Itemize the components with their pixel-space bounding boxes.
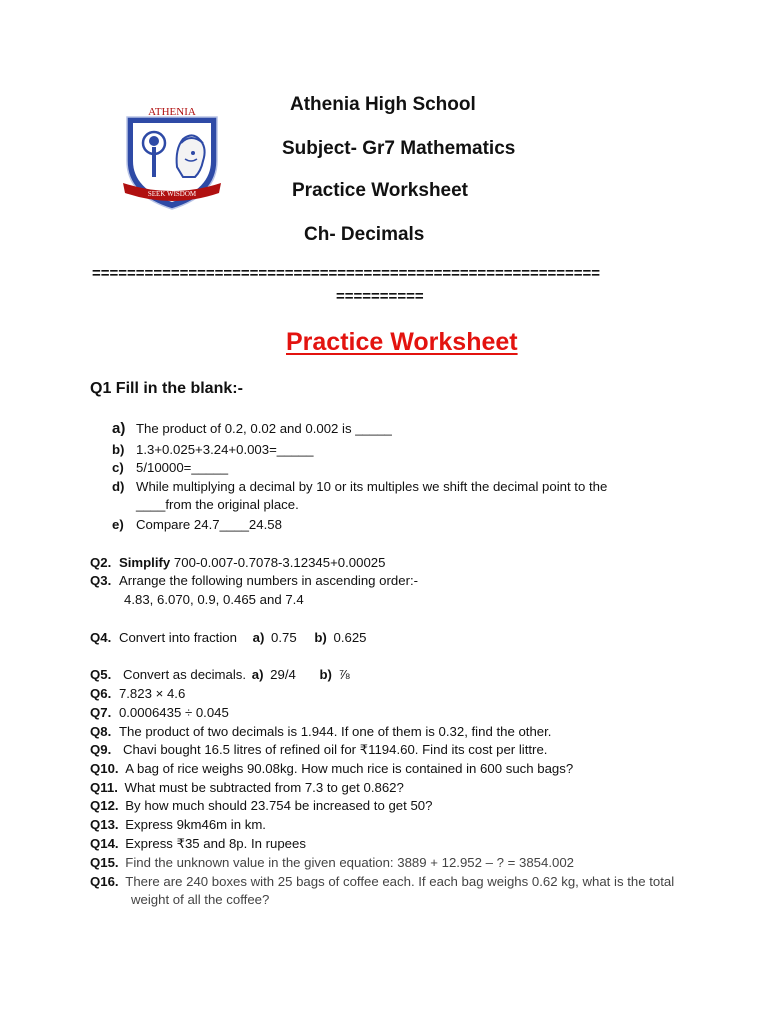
question-number: Q4. bbox=[90, 630, 112, 645]
question-text: 0.0006435 ÷ 0.045 bbox=[118, 705, 229, 720]
q1-item-text: Compare 24.7____24.58 bbox=[136, 517, 282, 532]
q1-heading: Q1 Fill in the blank:- bbox=[90, 380, 243, 397]
question-text: Convert into fraction bbox=[118, 630, 237, 645]
question-3-numbers: 4.83, 6.070, 0.9, 0.465 and 7.4 bbox=[124, 592, 304, 607]
question-4 bbox=[90, 630, 367, 645]
question-2 bbox=[90, 555, 385, 570]
question-text: Express 9km46m in km. bbox=[125, 817, 266, 832]
question-text: What must be subtracted from 7.3 to get 0.862? bbox=[124, 780, 404, 795]
q1-item-text: While multiplying a decimal by 10 or its multiples we shift the decimal point to the bbox=[136, 479, 608, 494]
school-crest-logo bbox=[121, 103, 223, 211]
question-text: There are 240 boxes with 25 bags of coffee each. If each bag weighs 0.62 kg, what is the total bbox=[125, 874, 675, 889]
worksheet-line: Practice Worksheet bbox=[292, 180, 469, 201]
question-number: Q5. bbox=[90, 667, 112, 682]
question-number: Q11. bbox=[90, 780, 118, 795]
option-b-label: b) bbox=[314, 630, 327, 645]
q1-item-e bbox=[112, 517, 282, 532]
q1-item-label: c) bbox=[112, 460, 124, 475]
q1-item-text: 1.3+0.025+3.24+0.003=_____ bbox=[136, 442, 314, 457]
option-a-value: 0.75 bbox=[271, 630, 297, 645]
crest-name: ATHENIA bbox=[148, 106, 196, 118]
question-9 bbox=[90, 742, 547, 758]
option-a-label: a) bbox=[251, 667, 264, 682]
q1-item-label: a) bbox=[112, 420, 126, 437]
question-text: Arrange the following numbers in ascending order:- bbox=[118, 573, 419, 588]
divider-line-1: ========================================================== bbox=[92, 265, 601, 282]
q1-item-a bbox=[112, 420, 392, 437]
question-5 bbox=[90, 667, 350, 682]
chapter-line: Ch- Decimals bbox=[304, 224, 425, 245]
question-12 bbox=[90, 798, 432, 813]
question-number: Q12. bbox=[90, 798, 119, 813]
question-number: Q13. bbox=[90, 817, 119, 832]
q1-item-label: e) bbox=[112, 517, 124, 532]
option-a-value: 29/4 bbox=[270, 667, 296, 682]
school-name: Athenia High School bbox=[290, 94, 476, 115]
question-16-continued: weight of all the coffee? bbox=[131, 892, 270, 907]
crest-motto: SEEK WISDOM bbox=[147, 190, 197, 198]
q1-item-d-continued: ____from the original place. bbox=[136, 497, 299, 512]
question-text: Express ₹35 and 8p. In rupees bbox=[125, 836, 306, 851]
q1-item-label: d) bbox=[112, 479, 125, 494]
question-text: The product of two decimals is 1.944. If one of them is 0.32, find the other. bbox=[118, 724, 552, 739]
question-number: Q16. bbox=[90, 874, 119, 889]
question-text: Chavi bought 16.5 litres of refined oil for ₹1194.60. Find its cost per littre. bbox=[122, 742, 548, 757]
question-10 bbox=[90, 761, 573, 776]
question-number: Q8. bbox=[90, 724, 112, 739]
question-text: Find the unknown value in the given equation: 3889 + 12.952 – ? = 3854.002 bbox=[125, 855, 574, 870]
question-number: Q15. bbox=[90, 855, 119, 870]
option-b-value: 0.625 bbox=[333, 630, 367, 645]
question-7 bbox=[90, 705, 229, 720]
question-number: Q10. bbox=[90, 761, 119, 776]
q1-item-text: The product of 0.2, 0.02 and 0.002 is _____ bbox=[136, 421, 392, 436]
question-number: Q9. bbox=[90, 742, 112, 757]
question-16 bbox=[90, 874, 674, 889]
page-title: Practice Worksheet bbox=[286, 328, 518, 356]
question-text: 700-0.007-0.7078-3.12345+0.00025 bbox=[173, 555, 386, 570]
question-13 bbox=[90, 817, 266, 832]
q1-item-text: 5/10000=_____ bbox=[136, 460, 229, 475]
q1-item-c bbox=[112, 460, 228, 475]
subject-line: Subject- Gr7 Mathematics bbox=[282, 138, 516, 159]
divider-line-2: ========== bbox=[336, 288, 424, 305]
question-number: Q3. bbox=[90, 573, 112, 588]
option-b-value: ⅞ bbox=[338, 667, 350, 682]
question-text: By how much should 23.754 be increased to get 50? bbox=[125, 798, 433, 813]
option-a-label: a) bbox=[252, 630, 265, 645]
question-keyword: Simplify bbox=[118, 555, 171, 570]
question-text: Convert as decimals. bbox=[122, 667, 247, 682]
question-11 bbox=[90, 780, 404, 795]
q1-item-d bbox=[112, 479, 607, 494]
q1-item-b bbox=[112, 442, 313, 457]
question-3 bbox=[90, 573, 418, 588]
q1-item-label: b) bbox=[112, 442, 125, 457]
question-15 bbox=[90, 855, 574, 870]
question-text: A bag of rice weighs 90.08kg. How much rice is contained in 600 such bags? bbox=[125, 761, 574, 776]
question-number: Q2. bbox=[90, 555, 112, 570]
question-number: Q7. bbox=[90, 705, 112, 720]
option-b-label: b) bbox=[319, 667, 332, 682]
question-text: 7.823 × 4.6 bbox=[118, 686, 186, 701]
athena-head-icon bbox=[177, 135, 205, 177]
question-8 bbox=[90, 724, 551, 739]
question-number: Q14. bbox=[90, 836, 119, 851]
question-14 bbox=[90, 836, 306, 852]
question-6 bbox=[90, 686, 185, 701]
question-number: Q6. bbox=[90, 686, 112, 701]
